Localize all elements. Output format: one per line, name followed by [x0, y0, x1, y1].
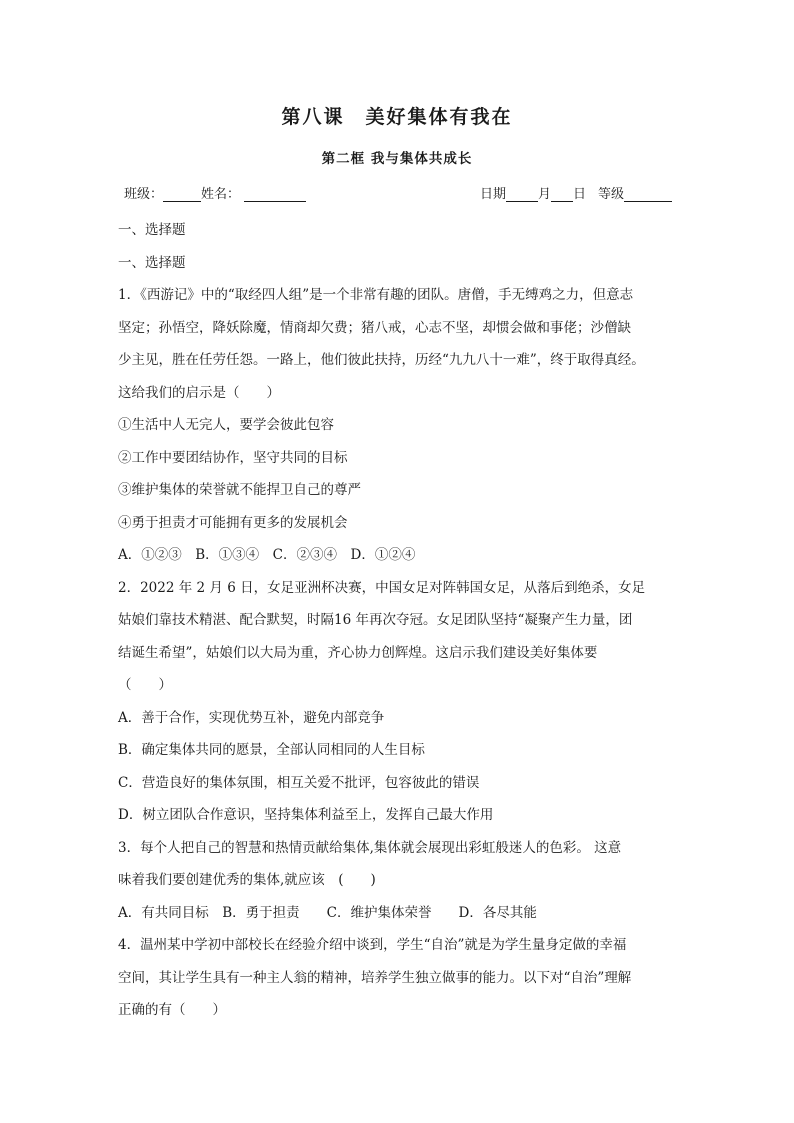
answer-choices: A．有共同目标 B．勇于担责 C．维护集体荣誉 D．各尽其能: [118, 904, 537, 921]
date-grade-fields: [480, 183, 672, 203]
class-name-fields: [124, 183, 306, 203]
class-blank[interactable]: [163, 187, 201, 202]
question-line: 正确的有（ ）: [118, 1002, 226, 1018]
question-line: 4．温州某中学初中部校长在经验介绍中谈到，学生“自治”就是为学生量身定做的幸福: [118, 937, 627, 953]
option-item: A．善于合作，实现优势互补，避免内部竞争: [118, 709, 385, 726]
section-heading: 一、选择题: [118, 254, 186, 271]
name-blank[interactable]: [244, 187, 306, 202]
section-heading: 一、选择题: [118, 222, 186, 238]
page-subtitle: 第二框 我与集体共成长: [321, 151, 473, 167]
option-item: ③维护集体的荣誉就不能捍卫自己的尊严: [118, 482, 361, 498]
question-line: 姑娘们靠技术精湛、配合默契，时隔16 年再次夺冠。女足团队坚持“凝聚产生力量，团: [118, 612, 633, 628]
day-blank[interactable]: [551, 187, 573, 202]
date-label: 日期: [479, 187, 506, 202]
answer-choices: A．①②③ B．①③④ C．②③④ D．①②④: [118, 547, 416, 563]
grade-label: 等级: [597, 187, 624, 202]
question-line: 坚定；孙悟空，降妖除魔，情商却欠费；猪八戒，心志不坚，却惯会做和事佬；沙僧缺: [118, 319, 631, 336]
day-label: 日: [572, 187, 586, 202]
grade-blank[interactable]: [624, 187, 672, 202]
question-line: （ ）: [118, 677, 172, 693]
option-item: ④勇于担责才可能拥有更多的发展机会: [118, 514, 348, 531]
name-label: 姓名：: [201, 187, 241, 202]
question-line: 这给我们的启示是（ ）: [118, 384, 280, 401]
question-4: [118, 929, 678, 1027]
question-1: [118, 279, 678, 572]
question-line: 3．每个人把自己的智慧和热情贡献给集体,集体就会展现出彩虹般迷人的色彩。 这意: [118, 839, 622, 856]
question-line: 味着我们要创建优秀的集体,就应该 ( ): [118, 872, 376, 888]
question-line: 空间，其让学生具有一种主人翁的精神，培养学生独立做事的能力。以下对“自治”理解: [118, 969, 632, 986]
option-item: ①生活中人无完人，要学会彼此包容: [118, 417, 334, 433]
student-info-row: [124, 183, 672, 203]
page-title: 第八课 美好集体有我在: [281, 106, 513, 128]
question-line: 2．2022 年 2 月 6 日，女足亚洲杯决赛，中国女足对阵韩国女足，从落后到绝杀，女足: [118, 579, 646, 596]
question-line: 1．《西游记》中的“取经四人组”是一个非常有趣的团队。唐僧，手无缚鸡之力，但意志: [118, 287, 634, 303]
question-line: 结诞生希望”，姑娘们以大局为重，齐心协力创辉煌。这启示我们建设美好集体要: [118, 644, 598, 661]
question-content: [118, 214, 678, 1027]
option-item: ②工作中要团结协作，坚守共同的目标: [118, 449, 348, 466]
question-line: 少主见，胜在任劳任怨。一路上，他们彼此扶持，历经“九九八十一难”，终于取得真经。: [118, 352, 645, 368]
month-blank[interactable]: [506, 187, 538, 202]
question-2: [118, 572, 678, 832]
option-item: C．营造良好的集体氛围，相互关爱不批评，包容彼此的错误: [118, 774, 480, 791]
option-item: D．树立团队合作意识，坚持集体利益至上，发挥自己最大作用: [118, 807, 494, 823]
question-3: [118, 832, 678, 930]
month-label: 月: [537, 187, 551, 202]
class-label: 班级：: [124, 187, 164, 202]
option-item: B．确定集体共同的愿景，全部认同相同的人生目标: [118, 742, 425, 758]
